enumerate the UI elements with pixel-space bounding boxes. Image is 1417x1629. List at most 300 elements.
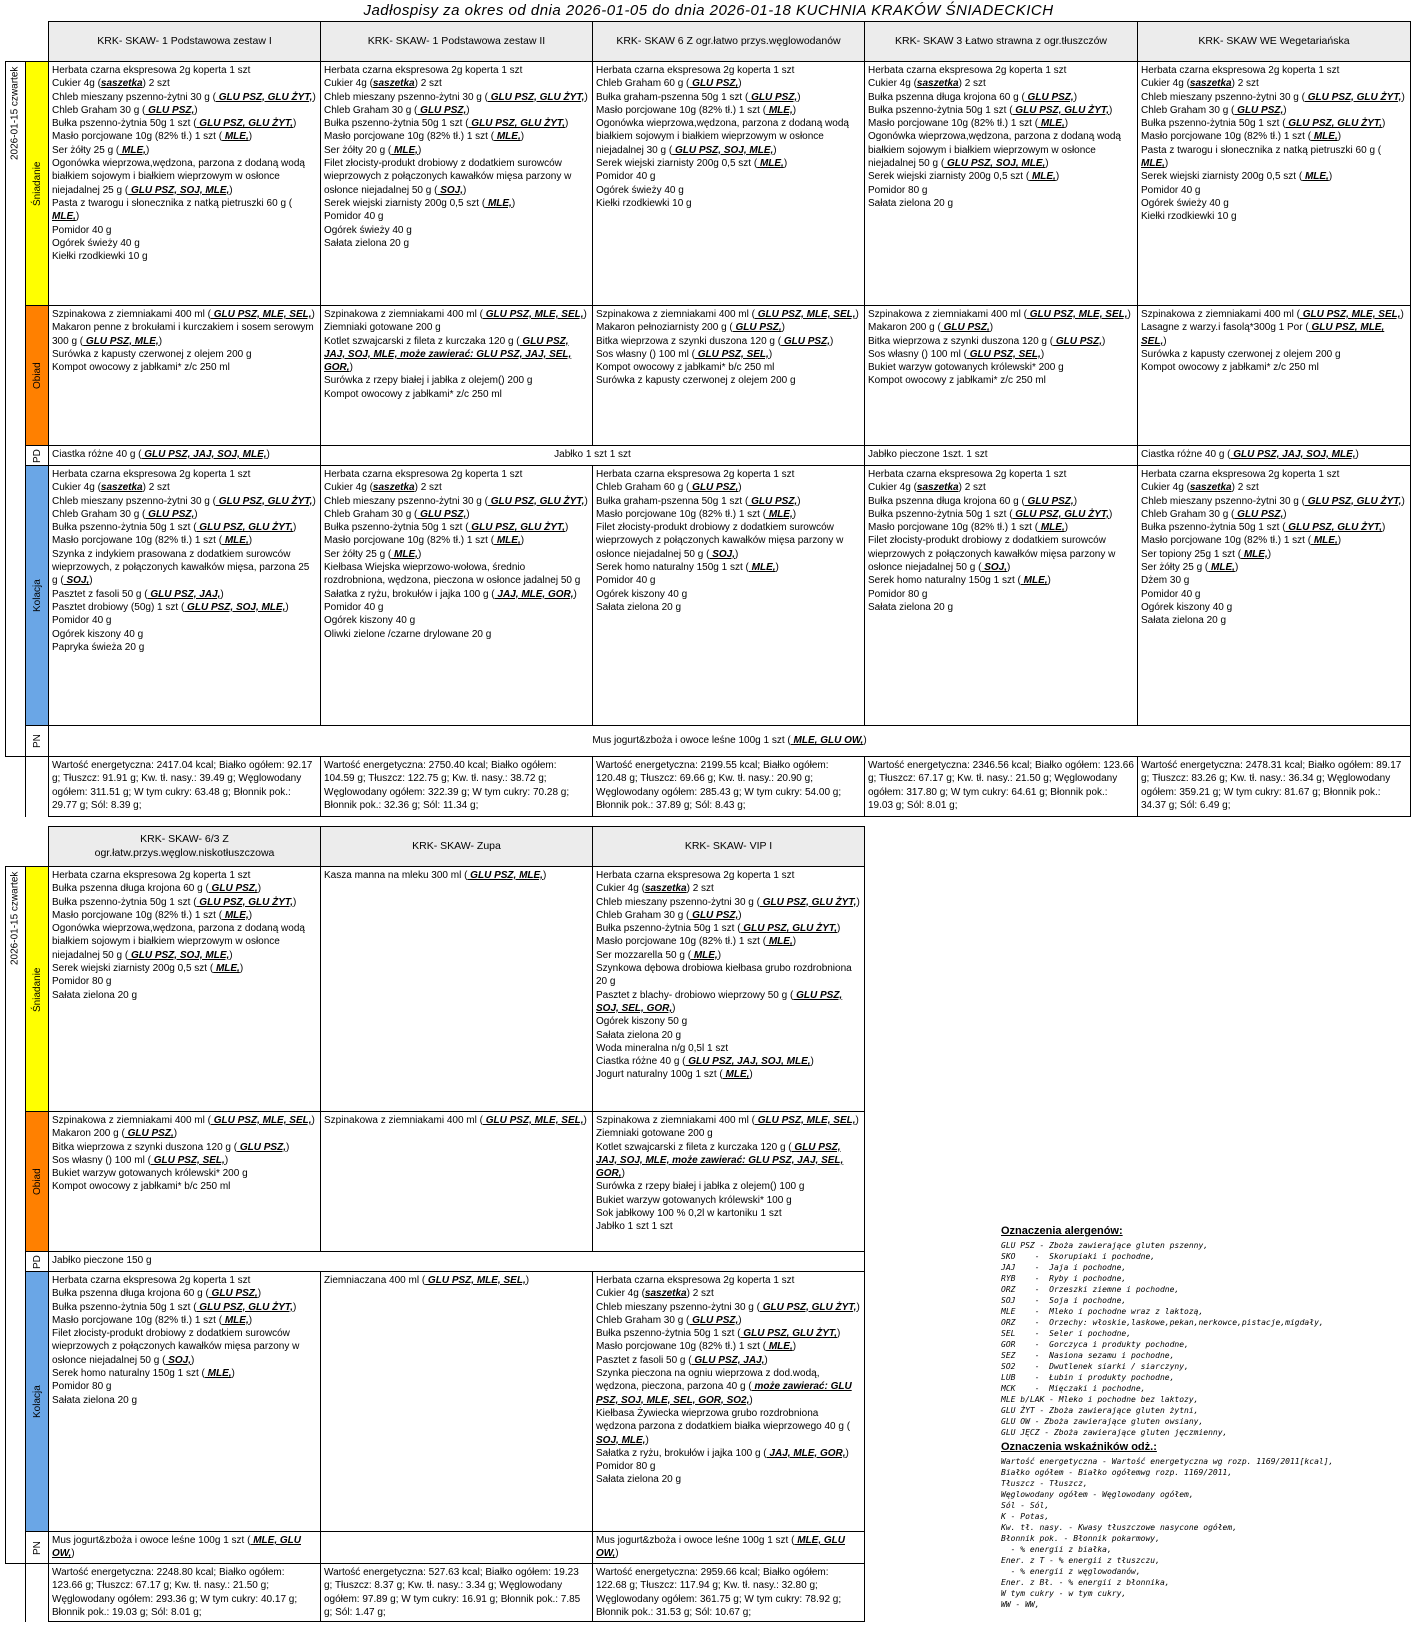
menu-item: Kompot owocowy z jabłkami* z/c 250 ml [868,375,1046,387]
allergen-entry: SEL - Seler i pochodne, [1001,1329,1132,1338]
allergen-codes: SOJ, [981,562,1007,574]
allergen-codes: MLE, [1038,118,1065,130]
allergen-codes: MLE, [494,535,521,547]
allergen-codes: MLE, [1141,158,1165,170]
menu-item: Cukier 4g (saszetka) 2 szt [52,482,170,494]
menu-item: Sałata zielona 20 g [596,601,682,613]
menu-item: Chleb Graham 30 g ( GLU PSZ,) [324,104,470,116]
menu-item: Makaron 200 g ( GLU PSZ,) [868,322,994,334]
menu-item: Bułka pszenna długa krojona 60 g ( GLU PSZ,) [52,883,262,895]
nutrition-values: Wartość energetyczna: 2478.31 kcal; Białko ogółem: 89.17 g; Tłuszcz: 83.26 g; Kw. tł. nasy.: 36.34 g; Węglowodany ogółem: 359.21 g; W tym cukry: 81.67 g; Błonnik pok.: 34.37 g; Sól: 6.49 g; [1138,757,1411,817]
menu-item: Ogórek świeży 40 g [324,224,412,236]
allergen-codes: MLE, [1302,171,1329,183]
menu-item: Herbata czarna ekspresowa 2g koperta 1 szt [52,469,251,480]
menu-item: Herbata czarna ekspresowa 2g koperta 1 szt [596,65,795,76]
menu-cell [321,306,593,446]
menu-item: Sok jabłkowy 100 % 0,2l w kartoniku 1 szt [596,1208,782,1220]
indicator-entry: Błonnik pok. - Błonnik pokarmowy, [1001,1534,1160,1543]
menu-item: Kompot owocowy z jabłkami* b/c 250 ml [596,362,775,374]
allergen-codes: MLE, [766,104,793,116]
menu-item: Filet złocisty-produkt drobiowy z dodatkiem surowców wieprzowych z połączonych kawałków mięsa parzony w osłonce niejadalnej 50 g ( SOJ,) [868,535,1116,574]
meal-label-pn: PN [26,1532,49,1564]
allergen-codes: GLU PSZ, [145,508,195,520]
allergen-codes: GLU PSZ, SOJ, MLE, [184,601,286,613]
menu-item: Pomidor 40 g [596,171,656,183]
meal-label-kolacja: Kolacja [26,1272,49,1532]
menu-item: Chleb Graham 30 g ( GLU PSZ,) [1141,508,1287,520]
allergen-entry: SKO - Skorupiaki i pochodne, [1001,1252,1156,1261]
menu-item: Pomidor 40 g [1141,588,1201,600]
menu-item: Bułka pszenno-żytnia 50g 1 szt ( GLU PSZ, GLU ŻYT,) [596,923,841,935]
indicator-entry: Białko ogółem - Białko ogółemwg rozp. 1169/2011, [1001,1468,1233,1477]
menu-item: Kompot owocowy z jabłkami* z/c 250 ml [52,362,230,374]
date-label: 2026-01-15 czwartek [6,867,26,1564]
menu-item: Bułka pszenno-żytnia 50g 1 szt ( GLU PSZ, GLU ŻYT,) [1141,522,1386,534]
allergen-entry: RYB - Ryby i pochodne, [1001,1274,1127,1283]
menu-item: Ogórek świeży 40 g [596,184,684,196]
menu-item: Kiełki rzodkiewki 10 g [52,251,148,263]
menu-item: Sałata zielona 20 g [52,1394,138,1406]
menu-item: Serek wiejski ziarnisty 200g 0,5 szt ( MLE,) [596,158,788,170]
menu-item: Pasta z twarogu i słonecznika z natką pietruszki 60 g ( MLE,) [1141,144,1382,170]
menu-item: Surówka z kapusty czerwonej z olejem 200 g [596,375,796,387]
menu-item: Szpinakowa z ziemniakami 400 ml ( GLU PSZ, MLE, SEL,) [596,309,859,320]
allergen-codes: GLU PSZ, GLU ŻYT, [196,1301,294,1313]
allergen-codes: MLE, [1241,548,1268,560]
indicator-entry: Węglowodany ogółem - Węglowodany ogółem, [1001,1490,1194,1499]
menu-item: Serek homo naturalny 150g 1 szt ( MLE,) [52,1368,235,1380]
allergen-entry: ORZ - Orzeszki ziemne i pochodne, [1001,1285,1180,1294]
allergen-codes: GLU PSZ, JAJ, SOJ, MLE, [685,1056,811,1068]
nutrition-values: Wartość energetyczna: 2750.40 kcal; Białko ogółem: 104.59 g; Tłuszcz: 122.75 g; Kw. tł. nasy.: 38.72 g; Węglowodany ogółem: 322.39 g; W tym cukry: 70.28 g; Błonnik pok.: 32.36 g; Sól: 11.34 g; [321,757,593,817]
indicator-entry: Ener. z Bł. - % energii z błonnika, [1001,1578,1170,1587]
menu-item: Bukiet warzyw gotowanych królewski* 200 g [868,362,1064,374]
menu-cell: Mus jogurt&zboża i owoce leśne 100g 1 szt ( MLE, GLU OW,) [49,1532,321,1564]
allergen-codes: GLU PSZ, [1234,508,1284,520]
menu-item: Ogórek kiszony 40 g [324,615,416,627]
menu-item: Cukier 4g (saszetka) 2 szt [596,883,714,895]
indicator-entry: WW - WW, [1001,1600,1040,1609]
menu-cell [865,306,1138,446]
allergen-codes: GLU PSZ, [689,78,739,90]
menu-item: Ogórek kiszony 40 g [1141,601,1233,613]
indicator-list [1001,1456,1411,1610]
allergen-entry: MLE - Mleko i pochodne wraz z laktozą, [1001,1307,1204,1316]
menu-item: Oliwki zielone /czarne drylowane 20 g [324,628,492,640]
menu-item: Chleb Graham 30 g ( GLU PSZ,) [52,104,198,116]
menu-cell: Ciastka różne 40 g ( GLU PSZ, JAJ, SOJ, MLE,) [1138,446,1411,466]
allergen-codes: MLE, [204,1368,232,1380]
nutrition-values: Wartość energetyczna: 2199.55 kcal; Białko ogółem: 120.48 g; Tłuszcz: 69.66 g; Kw. tł. nasy.: 20.90 g; Węglowodany ogółem: 285.43 g; W tym cukry: 54.00 g; Błonnik pok.: 37.89 g; Sól: 8.43 g; [593,757,865,817]
allergen-codes: MLE, [766,936,793,948]
allergen-codes: GLU PSZ, GLU ŻYT, [196,896,294,908]
menu-item: Kotlet szwajcarski z fileta z kurczaka 120 g ( GLU PSZ, JAJ, SOJ, MLE, może zawierać: GLU PSZ, JAJ, SEL, GOR,) [324,335,572,374]
menu-item: Serek wiejski ziarnisty 200g 0,5 szt ( MLE,) [52,963,244,975]
menu-item: Sałatka z ryżu, brokułów i jajka 100 g ( JAJ, MLE, GOR,) [596,1447,849,1459]
menu-cell [593,306,865,446]
menu-item: Szynka z indykiem prasowana z dodatkiem surowców wieprzowych, z połączonych kawałków mięsa, parzona 25 g ( SOJ,) [52,548,310,587]
menu-item: Bitka wieprzowa z szynki duszona 120 g ( GLU PSZ,) [52,1141,290,1153]
meal-label-kolacja: Kolacja [26,466,49,726]
menu-item: Bukiet warzyw gotowanych królewski* 200 g [52,1168,248,1180]
indicator-entry: Tłuszcz - Tłuszcz, [1001,1479,1088,1488]
allergen-codes: GLU PSZ, GLU ŻYT, [196,118,294,130]
menu-item: Sałata zielona 20 g [868,601,954,613]
allergen-codes: MLE, [722,1069,750,1081]
allergen-codes: GLU PSZ, SEL, [150,1154,225,1166]
menu-item: Makaron 200 g ( GLU PSZ,) [52,1128,178,1140]
allergen-codes: MLE, [691,949,718,961]
legend [1001,1226,1411,1610]
allergen-codes: GLU PSZ, SEL, [694,348,769,360]
allergen-codes: GLU PSZ, MLE, SEL, [1141,322,1385,347]
menu-cell: Jabłko pieczone 1szt. 1 szt [865,446,1138,466]
allergen-codes: GLU PSZ, [781,335,830,347]
menu-item: Kompot owocowy z jabłkami* z/c 250 ml [1141,362,1319,374]
menu-item: Bułka pszenna długa krojona 60 g ( GLU PSZ,) [868,495,1078,507]
menu-item: Szpinakowa z ziemniakami 400 ml ( GLU PSZ, MLE, SEL,) [52,1115,315,1126]
meal-label-obiad: Obiad [26,1112,49,1252]
allergen-codes: MLE, [213,963,240,975]
menu-item: Chleb Graham 30 g ( GLU PSZ,) [596,909,742,921]
meal-label-sniadanie: Śniadanie [26,867,49,1112]
menu-cell [321,1272,593,1532]
allergen-codes: saszetka [644,1288,687,1300]
menu-cell [321,1112,593,1252]
menu-item: Masło porcjowane 10g (82% tł.) 1 szt ( MLE,) [596,104,797,116]
allergen-codes: GLU PSZ, SOJ, MLE, [128,949,230,961]
menu-item: Ogonówka wieprzowa,wędzona, parzona z dodaną wodą białkiem sojowym i białkiem wieprzowym w osłonce niejadalnej 30 g ( GLU PSZ, SOJ, MLE,) [596,118,849,156]
allergen-codes: GLU PSZ, SOJ, MLE, [672,144,774,156]
menu-item: Bułka pszenno-żytnia 50g 1 szt ( GLU PSZ, GLU ŻYT,) [52,896,297,908]
allergen-codes: SOJ, MLE, [596,1434,646,1446]
allergen-codes: GLU PSZ, [208,883,258,895]
menu-item: Pomidor 80 g [52,976,112,988]
diet-header: KRK- SKAW WE Wegetariańska [1138,22,1411,62]
menu-item: Masło porcjowane 10g (82% tł.) 1 szt ( MLE,) [596,508,797,520]
menu-item: Sałata zielona 20 g [596,1029,682,1041]
menu-item: Szpinakowa z ziemniakami 400 ml ( GLU PSZ, MLE, SEL,) [52,309,315,320]
allergen-codes: MLE, GLU OW, [790,735,864,747]
allergen-codes: GLU PSZ, GLU ŻYT, [1304,495,1402,507]
allergen-codes: JAJ, MLE, GOR, [494,588,574,600]
menu-cell: Ciastka różne 40 g ( GLU PSZ, JAJ, SOJ, MLE,) [49,446,321,466]
menu-item: Sałata zielona 20 g [1141,615,1227,627]
menu-item: Herbata czarna ekspresowa 2g koperta 1 szt [596,870,795,881]
menu-item: Szynkowa dębowa drobiowa kiełbasa grubo rozdrobniona 20 g [596,963,852,988]
allergen-codes: GLU PSZ, MLE, SEL, [754,1115,856,1126]
menu-cell [1138,466,1411,726]
menu-cell: Mus jogurt&zboża i owoce leśne 100g 1 szt ( MLE, GLU OW,) [49,726,1411,757]
allergen-entry: GLU JĘCZ - Zboża zawierające gluten jęczmienny, [1001,1428,1228,1437]
menu-item: Sałata zielona 20 g [868,197,954,209]
allergen-codes: GLU PSZ, [748,495,798,507]
allergen-codes: GLU PSZ, [417,104,467,116]
menu-item: Surówka z rzepy białej i jabłka z olejem() 100 g [596,1181,805,1193]
menu-item: Chleb mieszany pszenno-żytni 30 g ( GLU PSZ, GLU ŻYT,) [52,495,316,507]
menu-cell [49,1272,321,1532]
menu-cell [49,867,321,1112]
allergen-codes: GLU PSZ, GLU ŻYT, [759,896,857,908]
menu-item: Makaron penne z brokułami i kurczakiem i sosem serowym 300 g ( GLU PSZ, MLE,) [52,322,314,347]
menu-item: Ogonówka wieprzowa,wędzona, parzona z dodaną wodą białkiem sojowym i białkiem wieprzowym w osłonce niejadalnej 50 g ( GLU PSZ, SOJ, MLE,) [868,131,1121,170]
allergen-codes: GLU PSZ, [237,1141,286,1153]
menu-item: Herbata czarna ekspresowa 2g koperta 1 szt [52,1275,251,1286]
allergen-codes: MLE, [757,158,784,170]
allergen-codes: GLU PSZ, [748,91,798,103]
menu-item: Herbata czarna ekspresowa 2g koperta 1 szt [868,65,1067,76]
menu-item: Masło porcjowane 10g (82% tł.) 1 szt ( MLE,) [52,535,253,547]
menu-cell [321,867,593,1112]
allergen-codes: MLE, [1311,131,1338,143]
menu-item: Sałatka z ryżu, brokułów i jajka 100 g ( JAJ, MLE, GOR,) [324,588,577,600]
allergen-entry: MLE b/LAK - Mleko i pochodne bez laktozy, [1001,1395,1199,1404]
menu-item: Ser żółty 20 g ( MLE,) [324,144,422,156]
menu-item: Pasztet z fasoli 50 g ( GLU PSZ, JAJ,) [596,1354,768,1366]
allergens-title: Oznaczenia alergenów: [1001,1225,1123,1237]
menu-item: Chleb mieszany pszenno-żytni 30 g ( GLU PSZ, GLU ŻYT,) [52,91,316,103]
menu-item: Ziemniaki gotowane 200 g [324,322,441,334]
menu-item: Ser żółty 25 g ( MLE,) [324,548,422,560]
allergen-entry: SO2 - Dwutlenek siarki / siarczyny, [1001,1362,1189,1371]
menu-item: Pasta z twarogu i słonecznika z natką pietruszki 60 g ( MLE,) [52,197,293,223]
allergen-codes: GLU PSZ, GLU ŻYT, [1304,91,1402,103]
menu-item: Cukier 4g (saszetka) 2 szt [324,78,442,90]
allergen-codes: GLU PSZ, [208,1288,258,1300]
menu-item: Ziemniaczana 400 ml ( GLU PSZ, MLE, SEL,) [324,1275,530,1286]
menu-cell: Mus jogurt&zboża i owoce leśne 100g 1 szt ( MLE, GLU OW,) [593,1532,865,1564]
menu-item: Chleb mieszany pszenno-żytni 30 g ( GLU PSZ, GLU ŻYT,) [596,896,860,908]
menu-item: Masło porcjowane 10g (82% tł.) 1 szt ( MLE,) [52,131,253,143]
menu-item: Ogonówka wieprzowa,wędzona, parzona z dodaną wodą białkiem sojowym i białkiem wieprzowym w osłonce niejadalnej 25 g ( GLU PSZ, SOJ, MLE,) [52,158,305,196]
allergen-codes: GLU PSZ, MLE, SEL, [210,309,312,320]
allergen-codes: GLU PSZ, GLU ŻYT, [215,495,313,507]
menu-cell [49,62,321,306]
menu-item: Sałata zielona 20 g [52,989,138,1001]
allergen-codes: GLU PSZ, SEL, [966,348,1041,360]
allergen-codes: SOJ, [437,184,463,196]
menu-item: Kiełki rzodkiewki 10 g [596,197,692,209]
menu-item: Pasztet z fasoli 50 g ( GLU PSZ, JAJ,) [52,588,224,600]
menu-item: Masło porcjowane 10g (82% tł.) 1 szt ( MLE,) [868,118,1069,130]
menu-cell [593,62,865,306]
diet-header: KRK- SKAW 3 Łatwo strawna z ogr.tłuszczów [865,22,1138,62]
allergen-codes: MLE, [391,548,418,560]
menu-item: Sos własny () 100 ml ( GLU PSZ, SEL,) [52,1154,229,1166]
meal-label-sniadanie: Śniadanie [26,62,49,306]
menu-item: Chleb Graham 30 g ( GLU PSZ,) [596,1314,742,1326]
menu-item: Ogórek kiszony 40 g [52,628,144,640]
menu-item: Bułka pszenno-żytnia 50g 1 szt ( GLU PSZ, GLU ŻYT,) [52,1301,297,1313]
allergen-codes: SOJ, [63,575,90,587]
allergen-list [1001,1240,1411,1438]
allergen-codes: MLE, [485,197,512,209]
menu-item: Bułka pszenno-żytnia 50g 1 szt ( GLU PSZ, GLU ŻYT,) [868,104,1113,116]
indicator-entry: K - Potas, [1001,1512,1050,1521]
menu-cell: Jabłko pieczone 150 g [49,1252,865,1272]
menu-item: Surówka z kapusty czerwonej z olejem 200 g [52,348,252,360]
allergen-codes: GLU PSZ, JAJ, SOJ, MLE, może zawierać: GLU PSZ, JAJ, SEL, GOR, [324,335,572,374]
menu-item: Szynka pieczona na ogniu wieprzowa z dod.wodą, wędzona, pieczona, parzona 40 g ( może zawierać: GLU PSZ, SOJ, MLE, SEL, GOR, SO2,) [596,1368,852,1406]
allergen-codes: GLU PSZ, [145,104,195,116]
menu-item: Szpinakowa z ziemniakami 400 ml ( GLU PSZ, MLE, SEL,) [868,309,1131,320]
allergen-codes: MLE, GLU OW, [52,1535,301,1560]
allergen-codes: GLU PSZ, MLE, SEL, [1026,309,1128,320]
allergen-codes: GLU PSZ, MLE, SEL, [1299,309,1401,320]
allergen-entry: JAJ - Jaja i pochodne, [1001,1263,1127,1272]
allergen-codes: saszetka [372,78,415,90]
menu-item: Kiełbasa Wiejska wieprzowo-wołowa, średnio rozdrobniona, wędzona, pieczona w osłonce jadalnej 50 g [324,562,581,587]
menu-item: Masło porcjowane 10g (82% tł.) 1 szt ( MLE,) [596,1341,797,1353]
menu-item: Kompot owocowy z jabłkami* z/c 250 ml [324,388,502,400]
menu-item: Bitka wieprzowa z szynki duszona 120 g ( GLU PSZ,) [868,335,1106,347]
menu-item: Herbata czarna ekspresowa 2g koperta 1 szt [1141,469,1340,480]
menu-item: Makaron pełnoziarnisty 200 g ( GLU PSZ,) [596,322,785,334]
allergen-codes: MLE, [1038,522,1065,534]
nutrition-values: Wartość energetyczna: 527.63 kcal; Białko ogółem: 19.23 g; Tłuszcz: 8.37 g; Kw. tł. nasy.: 3.34 g; Węglowodany ogółem: 97.89 g; W tym cukry: 16.91 g; Błonnik pok.: 7.85 g; Sól: 1.47 g; [321,1564,593,1622]
allergen-codes: MLE, [222,1314,249,1326]
menu-item: Herbata czarna ekspresowa 2g koperta 1 szt [1141,65,1340,76]
menu-item: Herbata czarna ekspresowa 2g koperta 1 szt [52,65,251,76]
menu-item: Ogórek świeży 40 g [1141,197,1229,209]
menu-item: Masło porcjowane 10g (82% tł.) 1 szt ( MLE,) [52,909,253,921]
allergen-codes: GLU PSZ, SOJ, SEL, GOR, [596,989,843,1014]
meal-label-pn: PN [26,726,49,757]
allergen-codes: GLU PSZ, MLE, [83,335,159,347]
menu-cell [321,466,593,726]
diet-header: KRK- SKAW- 1 Podstawowa zestaw II [321,22,593,62]
menu-item: Ogonówka wieprzowa,wędzona, parzona z dodaną wodą białkiem sojowym i białkiem wieprzowym w osłonce niejadalnej 50 g ( GLU PSZ, SOJ, MLE,) [52,923,305,961]
menu-item: Szpinakowa z ziemniakami 400 ml ( GLU PSZ, MLE, SEL,) [596,1115,859,1126]
diet-header: KRK- SKAW- 1 Podstawowa zestaw I [49,22,321,62]
menu-item: Pomidor 40 g [596,575,656,587]
diet-header: KRK- SKAW- VIP I [593,827,865,867]
allergen-codes: MLE, [748,562,776,574]
allergen-codes: saszetka [916,78,959,90]
menu-item: Chleb Graham 60 g ( GLU PSZ,) [596,78,742,90]
allergen-codes: GLU PSZ, JAJ, SOJ, MLE, [141,449,267,460]
menu-item: Chleb Graham 30 g ( GLU PSZ,) [52,508,198,520]
menu-item: Cukier 4g (saszetka) 2 szt [324,482,442,494]
allergen-codes: GLU PSZ, [689,1314,739,1326]
allergen-codes: GLU PSZ, GLU ŻYT, [740,1328,838,1340]
menu-item: Ogórek świeży 40 g [52,237,140,249]
menu-item: Chleb mieszany pszenno-żytni 30 g ( GLU PSZ, GLU ŻYT,) [596,1301,860,1313]
menu-item: Masło porcjowane 10g (82% tł.) 1 szt ( MLE,) [1141,535,1342,547]
menu-item: Ser żółty 25 g ( MLE,) [52,144,150,156]
menu-item: Filet złocisty-produkt drobiowy z dodatkiem surowców wieprzowych z połączonych kawałków mięsa parzony w osłonce niejadalnej 50 g ( SOJ,) [324,158,572,196]
allergen-codes: MLE, [1311,535,1338,547]
allergen-codes: GLU PSZ, JAJ, SOJ, MLE, [1230,449,1356,460]
nutrition-values: Wartość energetyczna: 2417.04 kcal; Białko ogółem: 92.17 g; Tłuszcz: 91.91 g; Kw. tł. nasy.: 39.49 g; Węglowodany ogółem: 311.51 g; W tym cukry: 63.48 g; Błonnik pok.: 29.77 g; Sól: 8.39 g; [49,757,321,817]
allergen-codes: GLU PSZ, [940,322,990,334]
indicator-entry: Wartość energetyczna - Wartość energetyczna wg rozp. 1169/2011[kcal], [1001,1457,1334,1466]
allergen-codes: saszetka [100,482,143,494]
menu-item: Bułka pszenna długa krojona 60 g ( GLU PSZ,) [52,1288,262,1300]
menu-item: Herbata czarna ekspresowa 2g koperta 1 szt [324,469,523,480]
indicator-entry: Kw. tł. nasy. - Kwasy tłuszczowe nasycone ogółem, [1001,1523,1238,1532]
allergen-codes: GLU PSZ, JAJ, [147,588,221,600]
menu-item: Szpinakowa z ziemniakami 400 ml ( GLU PSZ, MLE, SEL,) [324,309,587,320]
menu-item: Pomidor 80 g [868,588,928,600]
menu-item: Bułka pszenno-żytnia 50g 1 szt ( GLU PSZ, GLU ŻYT,) [324,118,569,130]
menu-item: Serek wiejski ziarnisty 200g 0,5 szt ( MLE,) [868,171,1060,183]
menu-item: Pomidor 40 g [324,601,384,613]
allergen-codes: GLU PSZ, MLE, SEL, [482,309,584,320]
menu-item: Bułka graham-pszenna 50g 1 szt ( GLU PSZ,) [596,91,801,103]
menu-item: Bułka graham-pszenna 50g 1 szt ( GLU PSZ,) [596,495,801,507]
allergen-codes: GLU PSZ, [689,482,739,494]
menu-item: Serek wiejski ziarnisty 200g 0,5 szt ( MLE,) [1141,171,1333,183]
allergen-codes: MLE, [222,535,249,547]
menu-item: Serek homo naturalny 150g 1 szt ( MLE,) [868,575,1051,587]
allergen-codes: GLU PSZ, MLE, SEL, [210,1115,312,1126]
menu-item: Serek homo naturalny 150g 1 szt ( MLE,) [596,562,779,574]
menu-item: Masło porcjowane 10g (82% tł.) 1 szt ( MLE,) [868,522,1069,534]
meal-label-pd: PD [26,1252,49,1272]
menu-item: Ser mozzarella 50 g ( MLE,) [596,949,722,961]
allergen-entry: LUB - Łubin i produkty pochodne, [1001,1373,1175,1382]
allergen-entry: MCK - Mięczaki i pochodne, [1001,1384,1146,1393]
menu-item: Ziemniaki gotowane 200 g [596,1128,713,1140]
menu-item: Cukier 4g (saszetka) 2 szt [1141,78,1259,90]
menu-cell [1138,306,1411,446]
menu-item: Masło porcjowane 10g (82% tł.) 1 szt ( MLE,) [52,1314,253,1326]
menu-item: Sałata zielona 20 g [324,237,410,249]
diet-header: KRK- SKAW- Zupa [321,827,593,867]
indicator-entry: Ener. z T - % energii z tłuszczu, [1001,1556,1160,1565]
menu-item: Kotlet szwajcarski z fileta z kurczaka 120 g ( GLU PSZ, JAJ, SOJ, MLE, może zawierać: GLU PSZ, JAJ, SEL, GOR,) [596,1141,844,1180]
allergen-entry: SOJ - Soja i pochodne, [1001,1296,1127,1305]
allergen-codes: GLU PSZ, [1053,335,1102,347]
allergen-codes: GLU PSZ, GLU ŻYT, [468,522,566,534]
menu-item: Ogórek kiszony 40 g [596,588,688,600]
indicator-entry: W tym cukry - w tym cukry, [1001,1589,1127,1598]
menu-item: Jabłko 1 szt 1 szt [596,1221,673,1233]
allergen-codes: MLE, [1029,171,1056,183]
meal-label-pd: PD [26,446,49,466]
menu-item: Ser żółty 25 g ( MLE,) [1141,562,1239,574]
allergen-codes: MLE, [494,131,521,143]
menu-cell [593,1272,865,1532]
menu-item: Ciastka różne 40 g ( GLU PSZ, JAJ, SOJ, MLE,) [596,1056,814,1068]
menu-item: Herbata czarna ekspresowa 2g koperta 1 szt [324,65,523,76]
menu-item: Bułka pszenno-żytnia 50g 1 szt ( GLU PSZ, GLU ŻYT,) [1141,118,1386,130]
menu-cell [865,466,1138,726]
allergen-codes: może zawierać: GLU PSZ, SOJ, MLE, SEL, GOR, SO2, [596,1381,852,1406]
menu-item: Herbata czarna ekspresowa 2g koperta 1 szt [596,469,795,480]
menu-item: Ogórek kiszony 50 g [596,1016,688,1028]
allergen-codes: GLU PSZ, MLE, SEL, [482,1115,584,1126]
menu-item: Szpinakowa z ziemniakami 400 ml ( GLU PSZ, MLE, SEL,) [1141,309,1404,320]
allergen-codes: GLU PSZ, [689,909,739,921]
allergen-codes: GLU PSZ, GLU ŻYT, [487,495,585,507]
menu-item: Masło porcjowane 10g (82% tł.) 1 szt ( MLE,) [596,936,797,948]
menu-item: Pomidor 40 g [1141,184,1201,196]
allergen-codes: GLU PSZ, [1024,495,1074,507]
menu-cell [865,62,1138,306]
allergen-codes: saszetka [1189,78,1232,90]
menu-item: Pomidor 40 g [324,211,384,223]
allergen-codes: MLE, [52,211,76,223]
allergen-entry: SEZ - Nasiona sezamu i pochodne, [1001,1351,1175,1360]
menu-item: Masło porcjowane 10g (82% tł.) 1 szt ( MLE,) [324,131,525,143]
menu-cell [593,1112,865,1252]
date-label: 2026-01-15 czwartek [6,62,26,757]
menu-item: Masło porcjowane 10g (82% tł.) 1 szt ( MLE,) [324,535,525,547]
menu-cell [321,62,593,306]
allergen-codes: GLU PSZ, SOJ, MLE, [128,184,230,196]
